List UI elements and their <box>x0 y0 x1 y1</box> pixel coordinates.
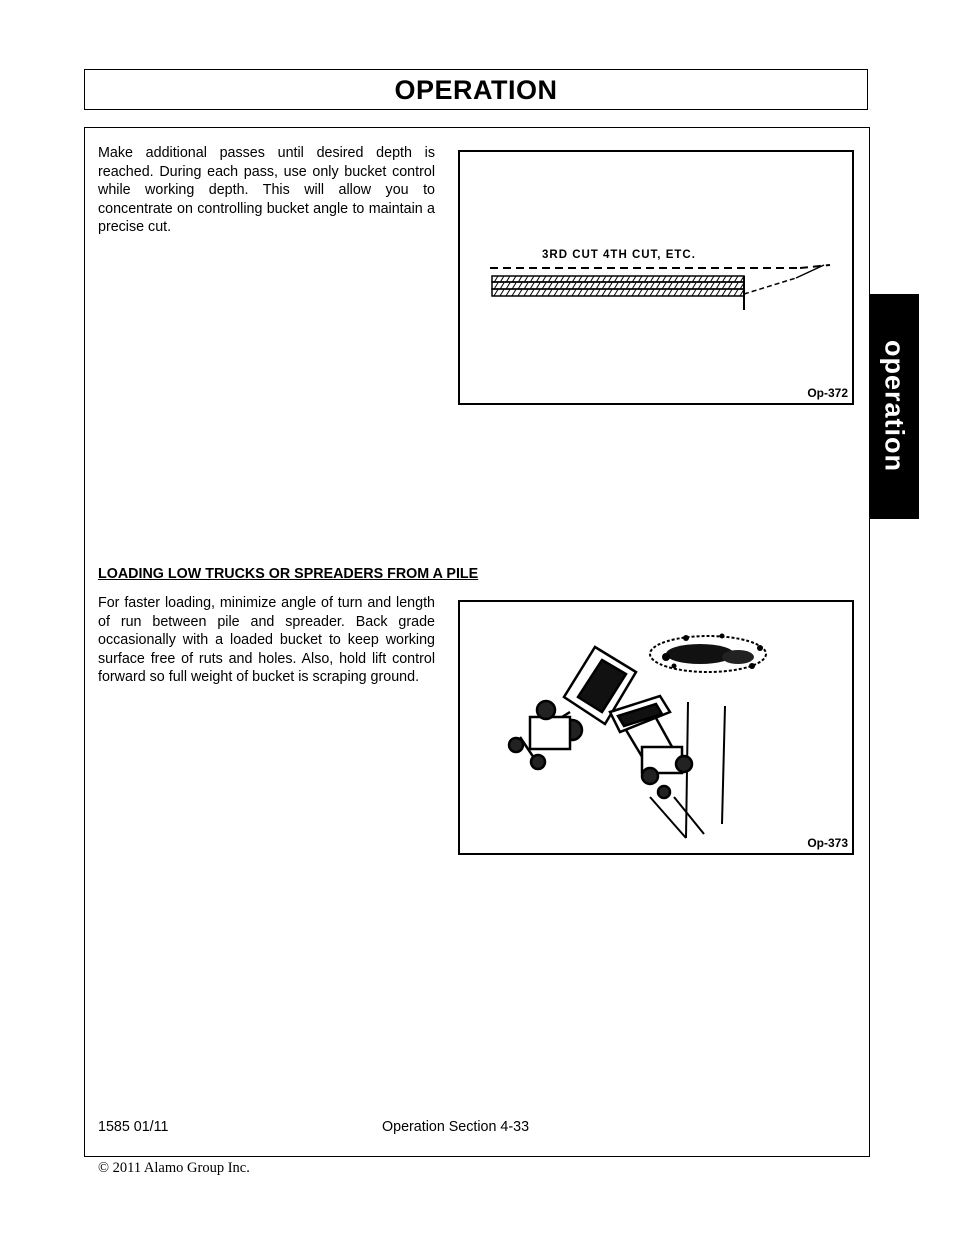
content-frame <box>84 127 870 1157</box>
footer-model-date: 1585 01/11 <box>98 1119 169 1135</box>
section-heading: LOADING LOW TRUCKS OR SPREADERS FROM A PILE <box>98 566 479 582</box>
intro-paragraph: Make additional passes until desired depth is reached. During each pass, use only bucket control while working depth. This will allow you to concentrate on controlling bucket angle to maintain a precise cut. <box>98 145 435 236</box>
loader-illustration <box>610 696 692 798</box>
side-tab-label: operation <box>879 339 910 473</box>
figure-code: Op-373 <box>807 836 848 850</box>
figure-loading-spreader <box>458 600 854 855</box>
footer-section-page: Operation Section 4-33 <box>382 1119 530 1135</box>
cut-layers-illustration <box>460 152 852 403</box>
loading-paragraph: For faster loading, minimize angle of turn and length of run between pile and spreader. Back grade occasionally with a loaded bucket to keep working surface free of ruts and holes. Also, hold lift control forward so full weight of bucket is scraping ground. <box>98 595 435 686</box>
side-section-tab <box>869 294 919 519</box>
spreader-illustration <box>509 647 636 769</box>
page-title: OPERATION <box>394 75 558 105</box>
loader-spreader-illustration <box>460 602 852 853</box>
page-header <box>84 69 868 110</box>
cut-label: 3RD CUT 4TH CUT, ETC. <box>542 249 696 261</box>
pile-illustration <box>650 634 766 673</box>
figure-code: Op-372 <box>807 386 848 400</box>
copyright-notice: © 2011 Alamo Group Inc. <box>98 1160 250 1176</box>
figure-depth-cuts <box>458 150 854 405</box>
